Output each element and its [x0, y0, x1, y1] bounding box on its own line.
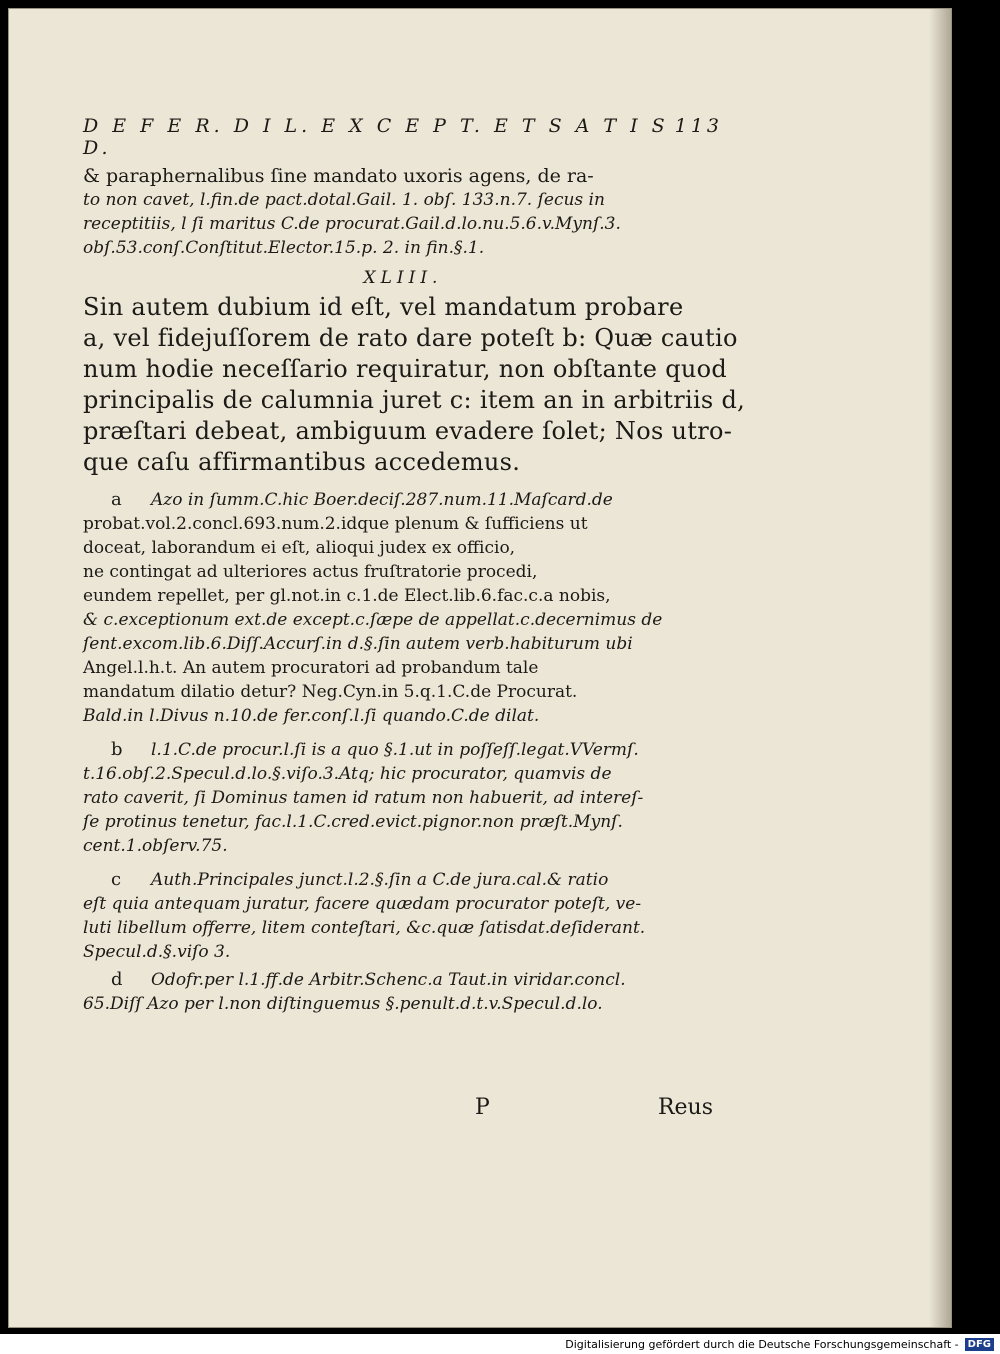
- main-paragraph: [83, 292, 746, 478]
- text-line: que caſu affirmantibus accedemus.: [83, 448, 521, 476]
- footnote-letter: b: [111, 739, 123, 760]
- footnote-letter: c: [111, 869, 122, 890]
- text-line: rato caverit, ſi Dominus tamen id ratum non habuerit, ad intereſ-: [83, 788, 644, 808]
- running-header: [83, 115, 723, 159]
- dfg-logo: DFG: [965, 1338, 994, 1351]
- text-line: Auth.Principales junct.l.2.§.ſin a C.de jura.cal.& ratio: [151, 870, 609, 890]
- text-line: eſt quia antequam juratur, facere quædam procurator poteſt, ve-: [83, 894, 642, 914]
- text-line: & c.exceptionum ext.de except.c.ſæpe de appellat.c.decernimus de: [83, 610, 663, 630]
- footnote-a: [83, 488, 723, 728]
- text-line: ne contingat ad ulteriores actus fruſtratorie procedi,: [83, 562, 538, 582]
- text-line: mandatum dilatio detur? Neg.Cyn.in 5.q.1.C.de Procurat.: [83, 682, 578, 702]
- footnote-d: [83, 968, 723, 1016]
- text-line: probat.vol.2.concl.693.num.2.idque plenum & ſufficiens ut: [83, 514, 588, 534]
- text-line: Azo in ſumm.C.hic Boer.deciſ.287.num.11.Maſcard.de: [151, 490, 613, 510]
- text-line: Odofr.per l.1.ff.de Arbitr.Schenc.a Taut.in viridar.concl.: [151, 970, 626, 990]
- section-numeral: XLIII.: [363, 268, 443, 288]
- text-line: Specul.d.§.viſo 3.: [83, 942, 231, 962]
- footnote-letter: a: [111, 489, 122, 510]
- footnote-b: [83, 738, 723, 858]
- text-line: præſtari debeat, ambiguum evadere ſolet; Nos utro-: [83, 417, 733, 445]
- text-line: a, vel fidejuſſorem de rato dare poteſt b: Quæ cautio: [83, 324, 738, 352]
- text-line: to non cavet, l.fin.de pact.dotal.Gail. 1. obſ. 133.n.7. ſecus in: [83, 190, 605, 210]
- page-edge-shadow: [929, 9, 951, 1327]
- continued-paragraph: [83, 165, 723, 260]
- text-line: 65.Diſſ Azo per l.non diſtinguemus §.penult.d.t.v.Specul.d.lo.: [83, 994, 603, 1014]
- text-line: num hodie neceſſario requiratur, non obſtante quod: [83, 355, 728, 383]
- page-number: 113: [674, 115, 723, 137]
- text-line: Sin autem dubium id eſt, vel mandatum probare: [83, 293, 684, 321]
- text-line: Bald.in l.Divus n.10.de fer.conſ.l.ſi quando.C.de dilat.: [83, 706, 540, 726]
- running-title: D E F E R. D I L. E X C E P T. E T S A T I S D.: [83, 115, 669, 159]
- footnote-c: [83, 868, 723, 964]
- text-line: principalis de calumnia juret c: item an in arbitriis d,: [83, 386, 746, 414]
- text-line: doceat, laborandum ei eſt, alioqui judex ex officio,: [83, 538, 516, 558]
- footnote-letter: d: [111, 969, 123, 990]
- catchword: Reus: [657, 1095, 713, 1120]
- book-page: [8, 8, 952, 1328]
- text-line: & paraphernalibus ſine mandato uxoris agens, de ra-: [83, 165, 594, 187]
- text-line: receptitiis, l ſi maritus C.de procurat.Gail.d.lo.nu.5.6.v.Mynſ.3.: [83, 214, 621, 234]
- page-text: [83, 115, 746, 1016]
- text-line: luti libellum offerre, litem conteſtari, &c.quæ ſatisdat.deſiderant.: [83, 918, 646, 938]
- text-line: t.16.obſ.2.Specul.d.lo.§.viſo.3.Atq; hic procurator, quamvis de: [83, 764, 612, 784]
- digitization-credit-bar: [0, 1334, 1000, 1354]
- text-line: ſe protinus tenetur, fac.l.1.C.cred.evict.pignor.non præſt.Mynſ.: [83, 812, 623, 832]
- text-line: ſent.excom.lib.6.Diſſ.Accurſ.in d.§.ſin autem verb.habiturum ubi: [83, 634, 633, 654]
- text-line: cent.1.obſerv.75.: [83, 836, 228, 856]
- signature-mark: P: [475, 1095, 490, 1120]
- credit-text: Digitalisierung gefördert durch die Deutsche Forschungsgemeinschaft -: [565, 1337, 959, 1351]
- text-line: eundem repellet, per gl.not.in c.1.de Elect.lib.6.fac.c.a nobis,: [83, 586, 611, 606]
- text-line: obſ.53.conſ.Conſtitut.Elector.15.p. 2. in fin.§.1.: [83, 238, 485, 258]
- text-line: Angel.l.h.t. An autem procuratori ad probandum tale: [83, 658, 539, 678]
- text-line: l.1.C.de procur.l.ſi is a quo §.1.ut in poſſeſſ.legat.VVermſ.: [151, 740, 639, 760]
